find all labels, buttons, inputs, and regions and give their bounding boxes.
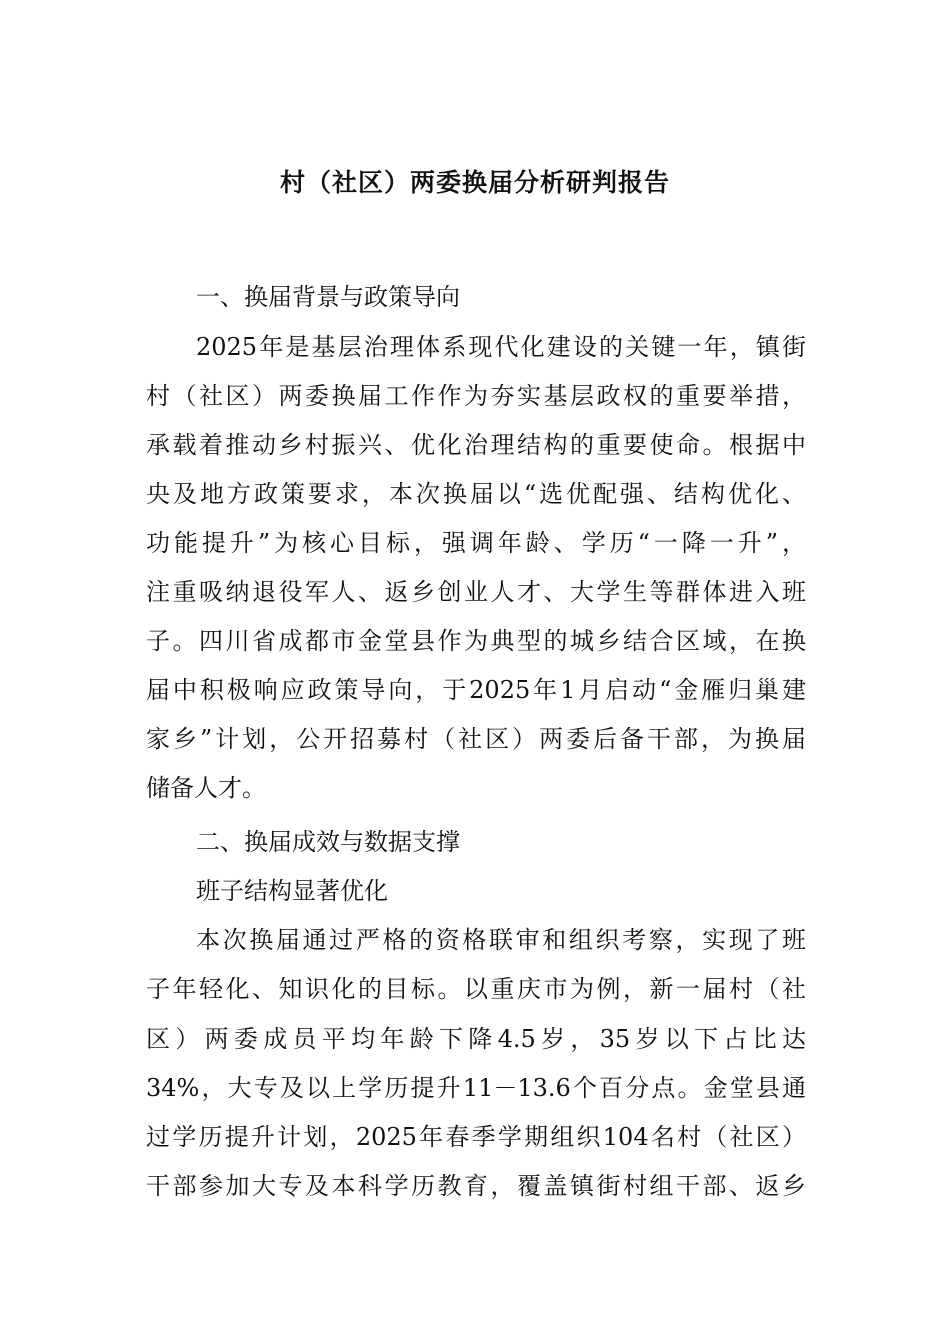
paragraph-line: 过学历提升计划，2025年春季学期组织104名村（社区） <box>146 1123 806 1151</box>
paragraph-line: 家乡”计划，公开招募村（社区）两委后备干部，为换届 <box>146 725 806 753</box>
paragraph-line: 本次换届通过严格的资格联审和组织考察，实现了班 <box>196 926 806 954</box>
paragraph-line: 储备人才。 <box>146 774 266 802</box>
document-title: 村（社区）两委换届分析研判报告 <box>279 168 670 197</box>
paragraph-line: 干部参加大专及本科学历教育，覆盖镇街村组干部、返乡 <box>146 1172 806 1200</box>
paragraph-line: 承载着推动乡村振兴、优化治理结构的重要使命。根据中 <box>146 431 806 459</box>
section-heading-1: 一、换届背景与政策导向 <box>196 283 460 311</box>
paragraph-line: 34%，大专及以上学历提升11－13.6个百分点。金堂县通 <box>146 1074 806 1102</box>
paragraph-line: 注重吸纳退役军人、返乡创业人才、大学生等群体进入班 <box>146 578 806 606</box>
paragraph-line: 区）两委成员平均年龄下降4.5岁，35岁以下占比达 <box>146 1025 806 1053</box>
paragraph-line: 子年轻化、知识化的目标。以重庆市为例，新一届村（社 <box>146 975 806 1003</box>
subsection-heading: 班子结构显著优化 <box>196 877 388 905</box>
paragraph-line: 届中积极响应政策导向，于2025年1月启动“金雁归巢建 <box>146 676 806 704</box>
paragraph-line: 子。四川省成都市金堂县作为典型的城乡结合区域，在换 <box>146 627 806 655</box>
paragraph-line: 2025年是基层治理体系现代化建设的关键一年，镇街 <box>196 333 806 361</box>
paragraph-line: 央及地方政策要求，本次换届以“选优配强、结构优化、 <box>146 480 806 508</box>
paragraph-line: 功能提升”为核心目标，强调年龄、学历“一降一升”， <box>146 529 806 557</box>
section-heading-2: 二、换届成效与数据支撑 <box>196 828 460 856</box>
paragraph-line: 村（社区）两委换届工作作为夯实基层政权的重要举措， <box>146 382 806 410</box>
